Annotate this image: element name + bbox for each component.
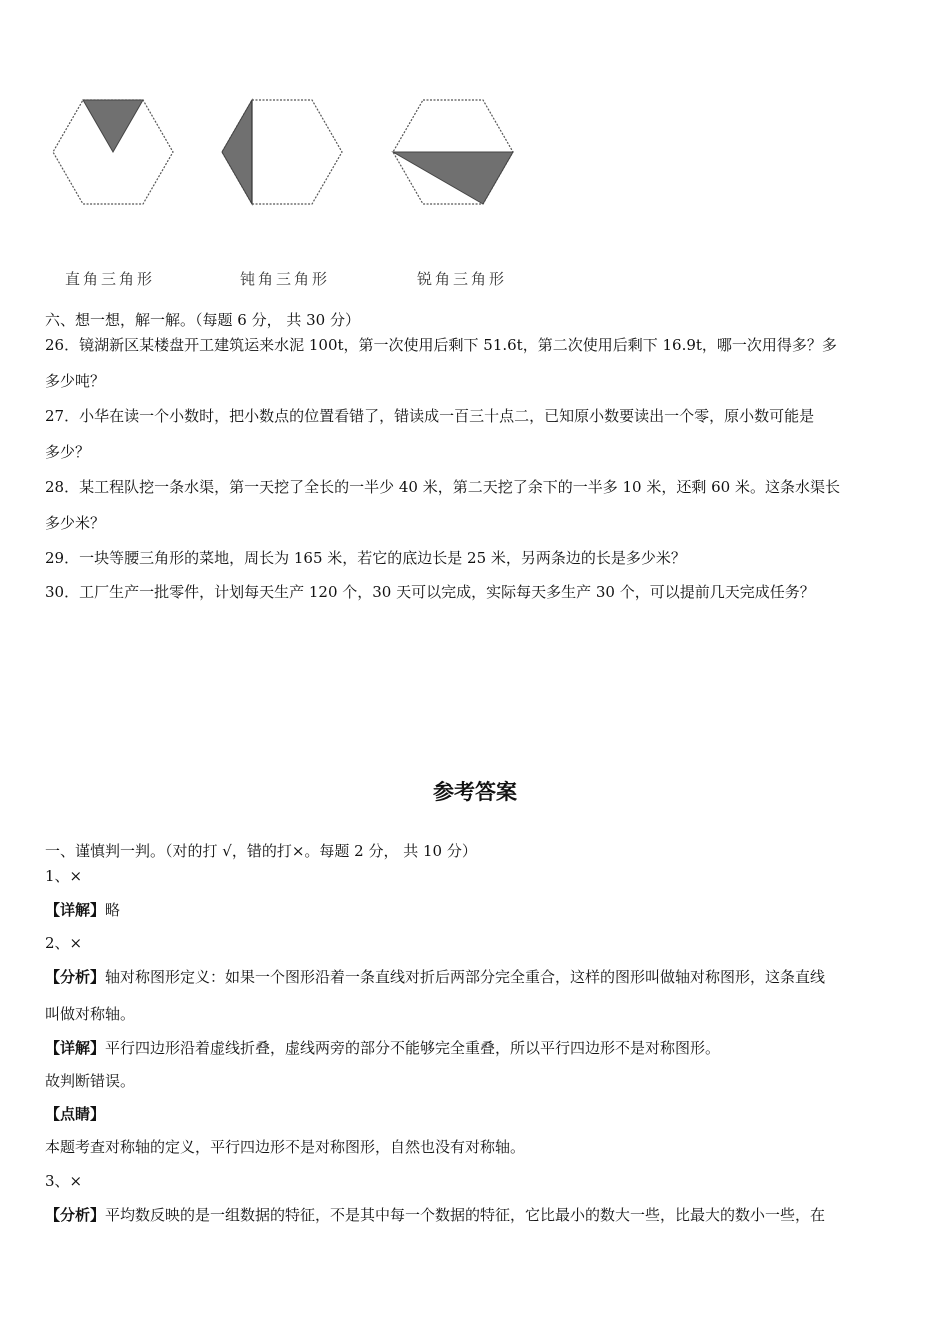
question-26-line2: 多少吨？ — [45, 372, 106, 390]
hexagon-right-triangle — [53, 100, 173, 204]
detail-tag: 【详解】 — [45, 1039, 106, 1057]
question-28-line2: 多少米？ — [45, 514, 106, 532]
figure-label-acute: 锐角三角形 — [417, 270, 508, 288]
answer-1-detail — [45, 900, 120, 920]
question-29: 29．一块等腰三角形的菜地，周长为 165 米，若它的底边长是 25 米，另两条边的长是多少米？ — [45, 549, 686, 567]
answer-1: 1、× — [45, 867, 83, 885]
question-30: 30．工厂生产一批零件，计划每天生产 120 个，30 天可以完成，实际每天多生产 30 个，可以提前几天完成任务？ — [45, 583, 815, 601]
comment-tag: 【点睛】 — [45, 1105, 106, 1123]
hexagon-acute-triangle — [393, 100, 513, 204]
answers-section1-heading: 一、谨慎判一判。（对的打 √，错的打×。每题 2 分， 共 10 分） — [45, 842, 477, 860]
question-26-line1: 26．镜湖新区某楼盘开工建筑运来水泥 100t，第一次使用后剩下 51.6t，第二次使用后剩下 16.9t，哪一次用得多？多 — [45, 336, 837, 354]
answer-3: 3、× — [45, 1172, 83, 1190]
answer-2-detail — [45, 1038, 720, 1058]
answer-3-analysis-line1 — [45, 1205, 825, 1225]
answer-2-analysis-line1 — [45, 967, 825, 987]
question-28-line1: 28．某工程队挖一条水渠，第一天挖了全长的一半少 40 米，第二天挖了余下的一半多 10 米，还剩 60 米。这条水渠长 — [45, 478, 840, 496]
question-27-line2: 多少？ — [45, 443, 91, 461]
answer-2-analysis-line2: 叫做对称轴。 — [45, 1005, 136, 1023]
answer-2-comment: 本题考查对称轴的定义，平行四边形不是对称图形，自然也没有对称轴。 — [45, 1138, 526, 1156]
analysis-text: 平均数反映的是一组数据的特征，不是其中每一个数据的特征，它比最小的数大一些，比最大的数小一些，在 — [105, 1206, 826, 1224]
analysis-tag: 【分析】 — [45, 968, 106, 986]
detail-tag: 【详解】 — [45, 901, 106, 919]
figure-label-right: 直角三角形 — [65, 270, 156, 288]
answer-2-conclusion: 故判断错误。 — [45, 1072, 136, 1090]
hexagon-obtuse-triangle — [222, 100, 342, 204]
answers-title: 参考答案 — [433, 780, 517, 804]
answer-2: 2、× — [45, 934, 83, 952]
detail-text: 平行四边形沿着虚线折叠，虚线两旁的部分不能够完全重叠，所以平行四边形不是对称图形。 — [105, 1039, 721, 1057]
analysis-tag: 【分析】 — [45, 1206, 106, 1224]
hexagon-figures — [40, 90, 540, 300]
answer-2-comment-tag — [45, 1104, 105, 1124]
question-27-line1: 27．小华在读一个小数时，把小数点的位置看错了，错读成一百三十点二，已知原小数要读出一个零，原小数可能是 — [45, 407, 815, 425]
section6-heading: 六、想一想，解一解。（每题 6 分， 共 30 分） — [45, 311, 360, 329]
analysis-text: 轴对称图形定义：如果一个图形沿着一条直线对折后两部分完全重合，这样的图形叫做轴对称图形，这条直线 — [105, 968, 826, 986]
detail-text: 略 — [105, 901, 121, 919]
figure-label-obtuse: 钝角三角形 — [240, 270, 331, 288]
